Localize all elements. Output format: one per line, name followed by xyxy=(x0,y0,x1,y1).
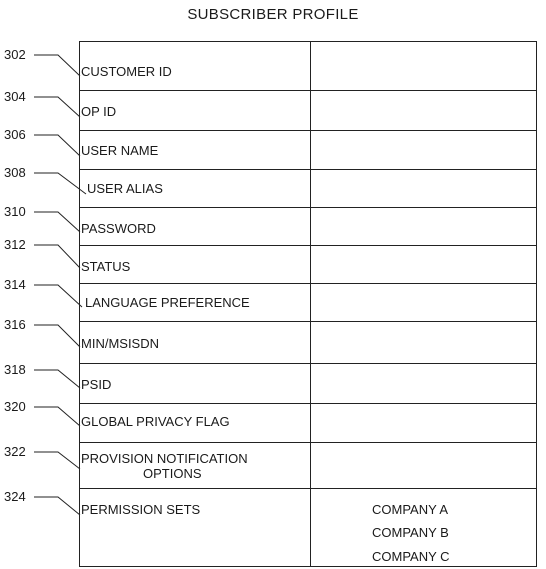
ref-number: 322 xyxy=(4,444,26,459)
leader-line xyxy=(34,245,80,268)
leader-line xyxy=(34,370,80,388)
field-op-id: OP ID xyxy=(81,104,117,119)
field-status: STATUS xyxy=(81,259,131,274)
row-divider xyxy=(79,488,537,489)
leader-line xyxy=(34,407,80,426)
field-password: PASSWORD xyxy=(81,221,156,236)
field-psid: PSID xyxy=(81,377,112,392)
ref-number: 320 xyxy=(4,399,26,414)
ref-number: 312 xyxy=(4,237,26,252)
field-provision-line2: OPTIONS xyxy=(143,466,202,481)
row-divider xyxy=(79,321,537,322)
leader-line xyxy=(34,452,80,469)
row-divider xyxy=(79,363,537,364)
leader-line xyxy=(34,285,82,307)
leader-line xyxy=(34,497,80,515)
leader-line xyxy=(34,135,80,156)
field-permission-sets: PERMISSION SETS xyxy=(81,502,201,517)
permission-set-value: COMPANY A xyxy=(372,502,449,517)
field-user-alias: USER ALIAS xyxy=(87,181,163,196)
ref-number: 316 xyxy=(4,317,26,332)
permission-set-value: COMPANY C xyxy=(372,549,450,564)
field-provision-notification-options xyxy=(81,451,248,481)
field-min-msisdn: MIN/MSISDN xyxy=(81,336,159,351)
ref-number: 308 xyxy=(4,165,26,180)
leader-line xyxy=(34,55,80,76)
leader-line xyxy=(34,97,80,117)
field-user-name: USER NAME xyxy=(81,143,159,158)
leader-line xyxy=(34,325,80,347)
field-language-preference: LANGUAGE PREFERENCE xyxy=(85,295,250,310)
field-global-privacy-flag: GLOBAL PRIVACY FLAG xyxy=(81,414,230,429)
row-divider xyxy=(79,245,537,246)
ref-number: 318 xyxy=(4,362,26,377)
leader-line xyxy=(34,212,80,232)
row-divider xyxy=(79,207,537,208)
diagram-title: SUBSCRIBER PROFILE xyxy=(187,6,359,23)
field-provision-line1: PROVISION NOTIFICATION xyxy=(81,451,248,466)
permission-set-value: COMPANY B xyxy=(372,525,449,540)
ref-number: 324 xyxy=(4,489,26,504)
ref-number: 310 xyxy=(4,204,26,219)
row-divider xyxy=(79,403,537,404)
row-divider xyxy=(79,90,537,91)
row-divider xyxy=(79,130,537,131)
ref-number: 304 xyxy=(4,89,26,104)
ref-number: 314 xyxy=(4,277,26,292)
row-divider xyxy=(79,283,537,284)
ref-number: 302 xyxy=(4,47,26,62)
field-customer-id: CUSTOMER ID xyxy=(81,64,172,79)
row-divider xyxy=(79,442,537,443)
row-divider xyxy=(79,169,537,170)
ref-number: 306 xyxy=(4,127,26,142)
